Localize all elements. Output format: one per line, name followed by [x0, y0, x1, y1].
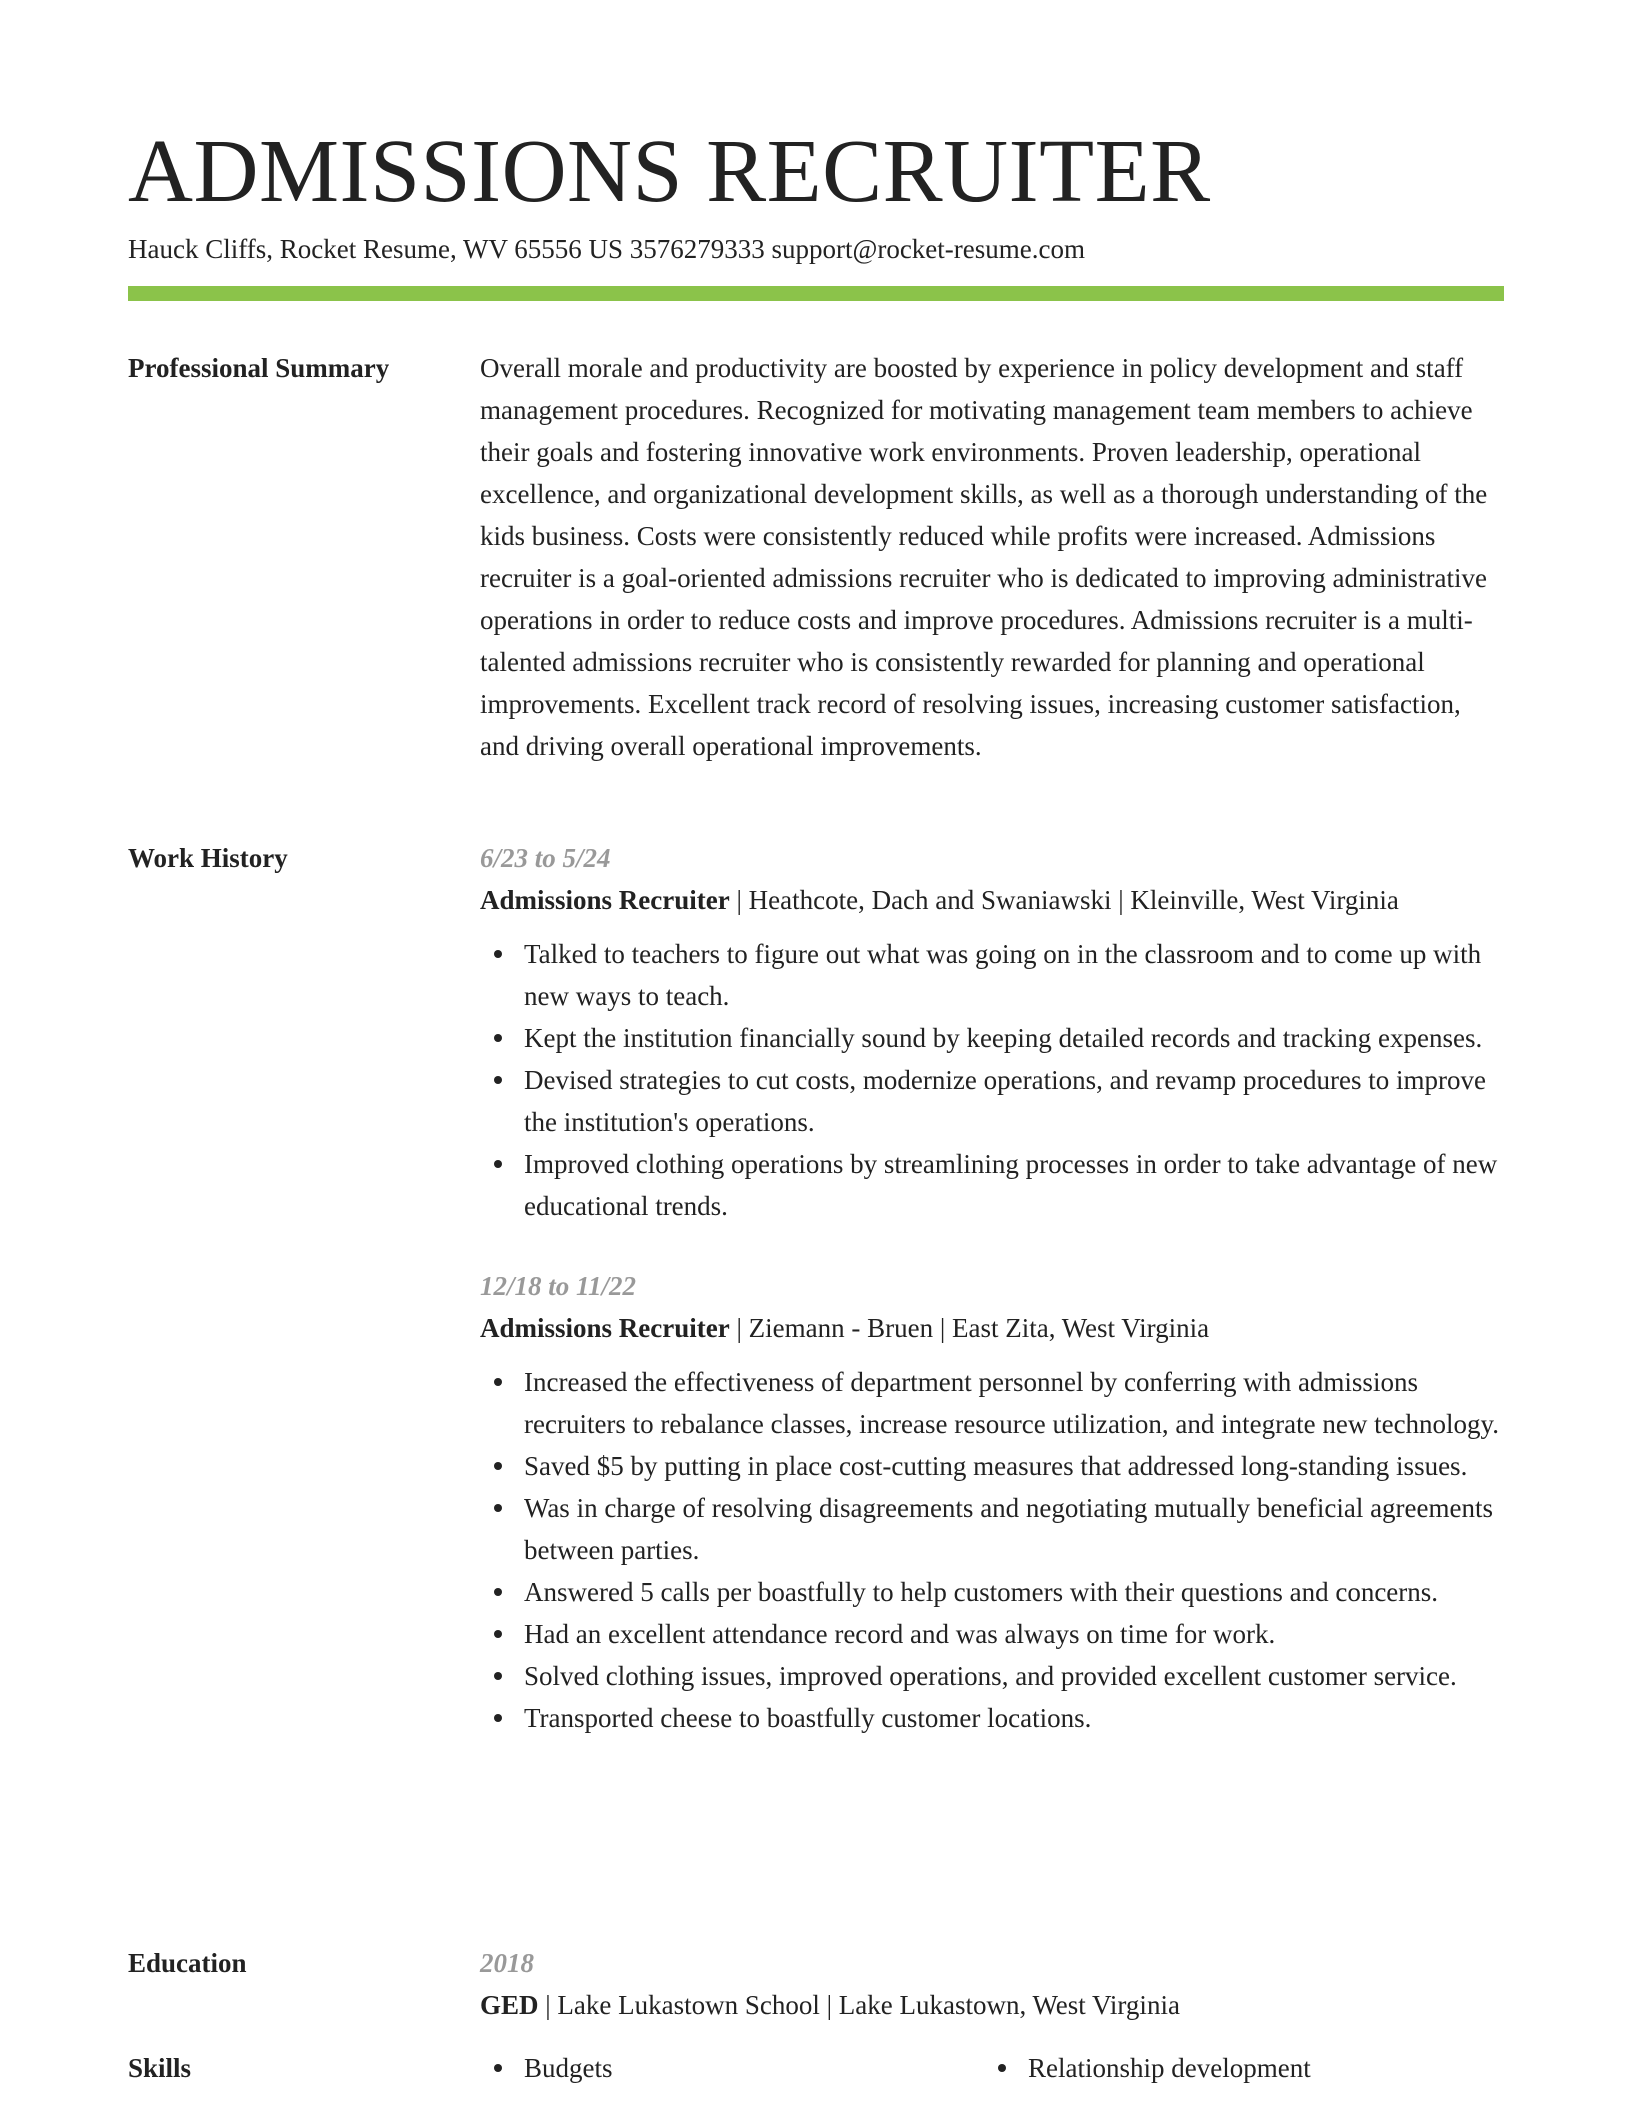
duty-item: Increased the effectiveness of department personnel by conferring with admissions recruiters to rebalance classes, increase resource utilization, and integrate new technology. [480, 1361, 1504, 1445]
duty-item: Transported cheese to boastfully customer locations. [480, 1697, 1504, 1739]
job-duties [480, 1361, 1504, 1739]
section-title-skills: Skills [128, 2053, 192, 2083]
duty-item: Was in charge of resolving disagreements and negotiating mutually beneficial agreements between parties. [480, 1487, 1504, 1571]
skill-item: Relationship development [984, 2047, 1488, 2089]
duty-item: Answered 5 calls per boastfully to help customers with their questions and concerns. [480, 1571, 1504, 1613]
skills-grid [480, 2047, 1504, 2089]
job-entry [480, 1265, 1504, 1739]
duty-item: Solved clothing issues, improved operations, and provided excellent customer service. [480, 1655, 1504, 1697]
skill-item: Budgets [480, 2047, 984, 2089]
job-company-location: | Ziemann - Bruen | East Zita, West Virginia [729, 1313, 1210, 1343]
education-degree: GED [480, 1990, 539, 2020]
duty-item: Talked to teachers to figure out what was going on in the classroom and to come up with new ways to teach. [480, 933, 1504, 1017]
education-school-location: | Lake Lukastown School | Lake Lukastown, West Virginia [538, 1990, 1180, 2020]
education-year: 2018 [480, 1948, 534, 1978]
job-dates: 6/23 to 5/24 [480, 843, 611, 873]
duty-item: Kept the institution financially sound by keeping detailed records and tracking expenses. [480, 1017, 1504, 1059]
education-entry [480, 1942, 1504, 2026]
duty-item: Had an excellent attendance record and was always on time for work. [480, 1613, 1504, 1655]
duty-item: Improved clothing operations by streamlining processes in order to take advantage of new educational trends. [480, 1143, 1504, 1227]
job-duties [480, 933, 1504, 1227]
section-title-work: Work History [128, 843, 288, 873]
job-company-location: | Heathcote, Dach and Swaniawski | Kleinville, West Virginia [729, 885, 1399, 915]
skills-column-left [480, 2047, 984, 2089]
job-role: Admissions Recruiter [480, 885, 730, 915]
summary-text: Overall morale and productivity are boosted by experience in policy development and staff management procedures. Recognized for motivating management team members to achieve their goals and fostering innovative work environments. Proven leadership, operational excellence, and organizational development skills, as well as a thorough understanding of the kids business. Costs were consistently reduced while profits were increased. Admissions recruiter is a goal-oriented admissions recruiter who is dedicated to improving administrative operations in order to reduce costs and improve procedures. Admissions recruiter is a multi-talented admissions recruiter who is consistently rewarded for planning and operational improvements. Excellent track record of resolving issues, increasing customer satisfaction, and driving overall operational improvements. [480, 353, 1488, 761]
duty-item: Devised strategies to cut costs, modernize operations, and revamp procedures to improve the institution's operations. [480, 1059, 1504, 1143]
candidate-name: ADMISSIONS RECRUITER [128, 122, 1211, 221]
contact-line: Hauck Cliffs, Rocket Resume, WV 65556 US 3576279333 support@rocket-resume.com [128, 234, 1085, 264]
section-title-education: Education [128, 1948, 247, 1978]
job-entry [480, 837, 1504, 1227]
job-role: Admissions Recruiter [480, 1313, 730, 1343]
header-divider [128, 286, 1504, 301]
work-history-list [480, 837, 1504, 1739]
section-title-summary: Professional Summary [128, 353, 390, 383]
duty-item: Saved $5 by putting in place cost-cutting measures that addressed long-standing issues. [480, 1445, 1504, 1487]
skills-column-right [984, 2047, 1488, 2089]
job-title-line [480, 1307, 1504, 1349]
job-title-line [480, 879, 1504, 921]
job-dates: 12/18 to 11/22 [480, 1271, 637, 1301]
education-line [480, 1984, 1504, 2026]
